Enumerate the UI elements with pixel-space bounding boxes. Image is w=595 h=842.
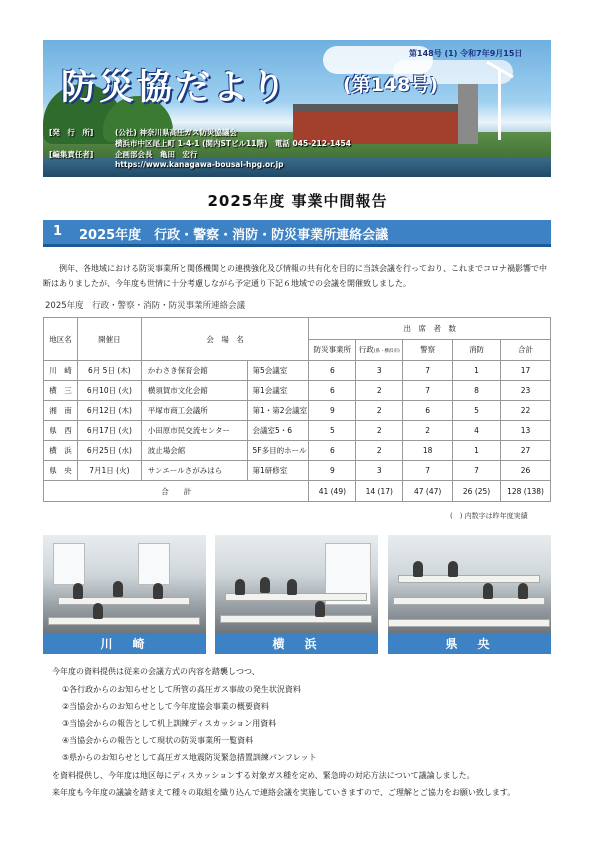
cell-venue: 平塚市商工会議所	[141, 401, 247, 421]
total-total: 128 (138)	[501, 481, 551, 502]
person-graphic	[235, 579, 245, 595]
editor-name: 企画部会長 亀田 宏行	[115, 150, 198, 159]
header-date: 開催日	[77, 318, 141, 361]
desk-graphic	[388, 619, 550, 627]
section-title: 2025年度 行政・警察・消防・防災事業所連絡会議	[79, 228, 389, 243]
photo-caption-kenou: 県 央	[388, 634, 551, 654]
person-graphic	[287, 579, 297, 595]
person-graphic	[315, 601, 325, 617]
desk-graphic	[48, 617, 200, 625]
header-attendees: 出 席 者 数	[309, 318, 551, 340]
window-graphic	[138, 543, 170, 585]
meeting-table	[43, 317, 551, 502]
cell-fire: 7	[453, 461, 501, 481]
cell-office: 5	[309, 421, 356, 441]
header-region: 地区名	[44, 318, 78, 361]
cell-total: 22	[501, 401, 551, 421]
cell-venue: 小田原市民交流センター	[141, 421, 247, 441]
cell-office: 9	[309, 461, 356, 481]
website-link[interactable]: https://www.kanagawa-bousai-hpg.or.jp	[115, 160, 284, 169]
cell-region: 県 央	[44, 461, 78, 481]
person-graphic	[93, 603, 103, 619]
total-label: 合 計	[44, 481, 309, 502]
cell-date: 6月17日 (火)	[77, 421, 141, 441]
body-item-2: ②当協会からのお知らせとして今年度協会事業の概要資料	[62, 702, 269, 711]
window-graphic	[53, 543, 85, 585]
cell-total: 17	[501, 361, 551, 381]
cell-room: 5F多目的ホール	[247, 441, 309, 461]
table-row	[44, 361, 551, 381]
cell-room: 第5会議室	[247, 361, 309, 381]
cell-region: 川 崎	[44, 361, 78, 381]
table-row	[44, 381, 551, 401]
cell-office: 6	[309, 381, 356, 401]
cell-admin: 2	[356, 381, 403, 401]
section-header	[43, 220, 551, 247]
person-graphic	[153, 583, 163, 599]
table-note: ( ) 内数字は昨年度実績	[450, 512, 528, 520]
cell-total: 13	[501, 421, 551, 441]
cell-room: 会議室5・6	[247, 421, 309, 441]
cell-region: 県 西	[44, 421, 78, 441]
cell-total: 27	[501, 441, 551, 461]
section-number: 1	[53, 224, 63, 239]
cell-fire: 8	[453, 381, 501, 401]
cell-police: 7	[403, 381, 453, 401]
issue-info: 第148号 (1) 令和7年9月15日	[409, 49, 523, 58]
header-banner	[43, 40, 551, 177]
cell-region: 横 浜	[44, 441, 78, 461]
cell-date: 7月1日 (火)	[77, 461, 141, 481]
cell-fire: 1	[453, 361, 501, 381]
body-item-4: ④当協会からの報告として現状の防災事業所一覧資料	[62, 736, 254, 745]
cell-admin: 2	[356, 421, 403, 441]
person-graphic	[483, 583, 493, 599]
table-total-row	[44, 481, 551, 502]
table-row	[44, 421, 551, 441]
header-admin-note: (県・横浜市)	[373, 349, 400, 355]
header-police: 警察	[403, 339, 453, 361]
cell-admin: 2	[356, 441, 403, 461]
cell-police: 18	[403, 441, 453, 461]
tower-graphic	[458, 84, 478, 144]
publisher-label: [発 行 所]	[49, 128, 94, 137]
cell-date: 6月25日 (水)	[77, 441, 141, 461]
table-row	[44, 461, 551, 481]
publisher-address: 横浜市中区尾上町 1-4-1 (関内STビル11階) 電話 045-212-1454	[115, 139, 351, 148]
total-police: 47 (47)	[403, 481, 453, 502]
cell-office: 6	[309, 361, 356, 381]
cell-venue: 横須賀市文化会館	[141, 381, 247, 401]
cell-room: 第1会議室	[247, 381, 309, 401]
cell-admin: 3	[356, 361, 403, 381]
page-title: 2025年度 事業中間報告	[207, 192, 388, 210]
person-graphic	[448, 561, 458, 577]
header-fire: 消防	[453, 339, 501, 361]
meeting-photo-yokohama	[215, 535, 378, 635]
cell-fire: 4	[453, 421, 501, 441]
cell-police: 7	[403, 361, 453, 381]
photo-caption-yokohama: 横 浜	[215, 634, 378, 654]
cell-office: 6	[309, 441, 356, 461]
cell-fire: 1	[453, 441, 501, 461]
cell-room: 第1研修室	[247, 461, 309, 481]
body-lead: 今年度の資料提供は従来の会議方式の内容を踏襲しつつ、	[52, 667, 260, 676]
cell-total: 26	[501, 461, 551, 481]
table-caption: 2025年度 行政・警察・消防・防災事業所連絡会議	[45, 301, 246, 311]
cell-date: 6月 5日 (木)	[77, 361, 141, 381]
newsletter-title: 防災協だより	[61, 67, 290, 108]
cell-date: 6月10日 (火)	[77, 381, 141, 401]
person-graphic	[518, 583, 528, 599]
total-admin: 14 (17)	[356, 481, 403, 502]
body-item-3: ③当協会からの報告として机上訓練ディスカッション用資料	[62, 719, 277, 728]
cell-office: 9	[309, 401, 356, 421]
cell-police: 6	[403, 401, 453, 421]
cell-admin: 2	[356, 401, 403, 421]
cell-police: 2	[403, 421, 453, 441]
table-row	[44, 401, 551, 421]
body-after: を資料提供し、今年度は地区毎にディスカッションする対象ガス種を定め、緊急時の対応方法について議論しました。	[52, 771, 475, 780]
meeting-photo-kenou	[388, 535, 551, 635]
windmill-icon	[498, 70, 501, 140]
table-row	[44, 441, 551, 461]
header-admin	[356, 339, 403, 361]
desk-graphic	[220, 615, 372, 623]
cell-region: 湘 南	[44, 401, 78, 421]
person-graphic	[260, 577, 270, 593]
cell-admin: 3	[356, 461, 403, 481]
header-total: 合計	[501, 339, 551, 361]
body-item-5: ⑤県からのお知らせとして高圧ガス地震防災緊急措置訓練パンフレット	[62, 753, 317, 762]
person-graphic	[413, 561, 423, 577]
publisher-name: (公社) 神奈川県高圧ガス防災協議会	[115, 128, 237, 137]
cell-fire: 5	[453, 401, 501, 421]
cell-region: 横 三	[44, 381, 78, 401]
photo-caption-kawasaki: 川 崎	[43, 634, 206, 654]
editor-label: [編集責任者]	[49, 150, 94, 159]
issue-number: (第148号)	[343, 74, 439, 96]
body-item-1: ①各行政からのお知らせとして所管の高圧ガス事故の発生状況資料	[62, 685, 301, 694]
header-admin-label: 行政	[358, 345, 374, 355]
cell-venue: 波止場会館	[141, 441, 247, 461]
cell-room: 第1・第2会議室	[247, 401, 309, 421]
person-graphic	[73, 583, 83, 599]
cell-total: 23	[501, 381, 551, 401]
cell-police: 7	[403, 461, 453, 481]
meeting-photo-kawasaki	[43, 535, 206, 635]
header-venue: 会 場 名	[141, 318, 309, 361]
intro-paragraph: 例年、各地域における防災事業所と関係機関との連携強化及び情報の共有化を目的に当該会議を行っており、これまでコロナ禍影響で中断はありましたが、今年度も世情に十分考慮しながら予定通り下記６地域での会議を開催致しました。	[43, 264, 547, 288]
body-closing: 来年度も今年度の議論を踏まえて種々の取組を織り込んで連絡会議を実施していきますので、ご理解とご協力をお願い致します。	[52, 788, 516, 797]
total-office: 41 (49)	[309, 481, 356, 502]
person-graphic	[113, 581, 123, 597]
total-fire: 26 (25)	[453, 481, 501, 502]
cell-venue: かわさき保育会館	[141, 361, 247, 381]
header-disaster-office: 防災事業所	[309, 339, 356, 361]
cell-date: 6月12日 (木)	[77, 401, 141, 421]
cell-venue: サンエールさがみはら	[141, 461, 247, 481]
